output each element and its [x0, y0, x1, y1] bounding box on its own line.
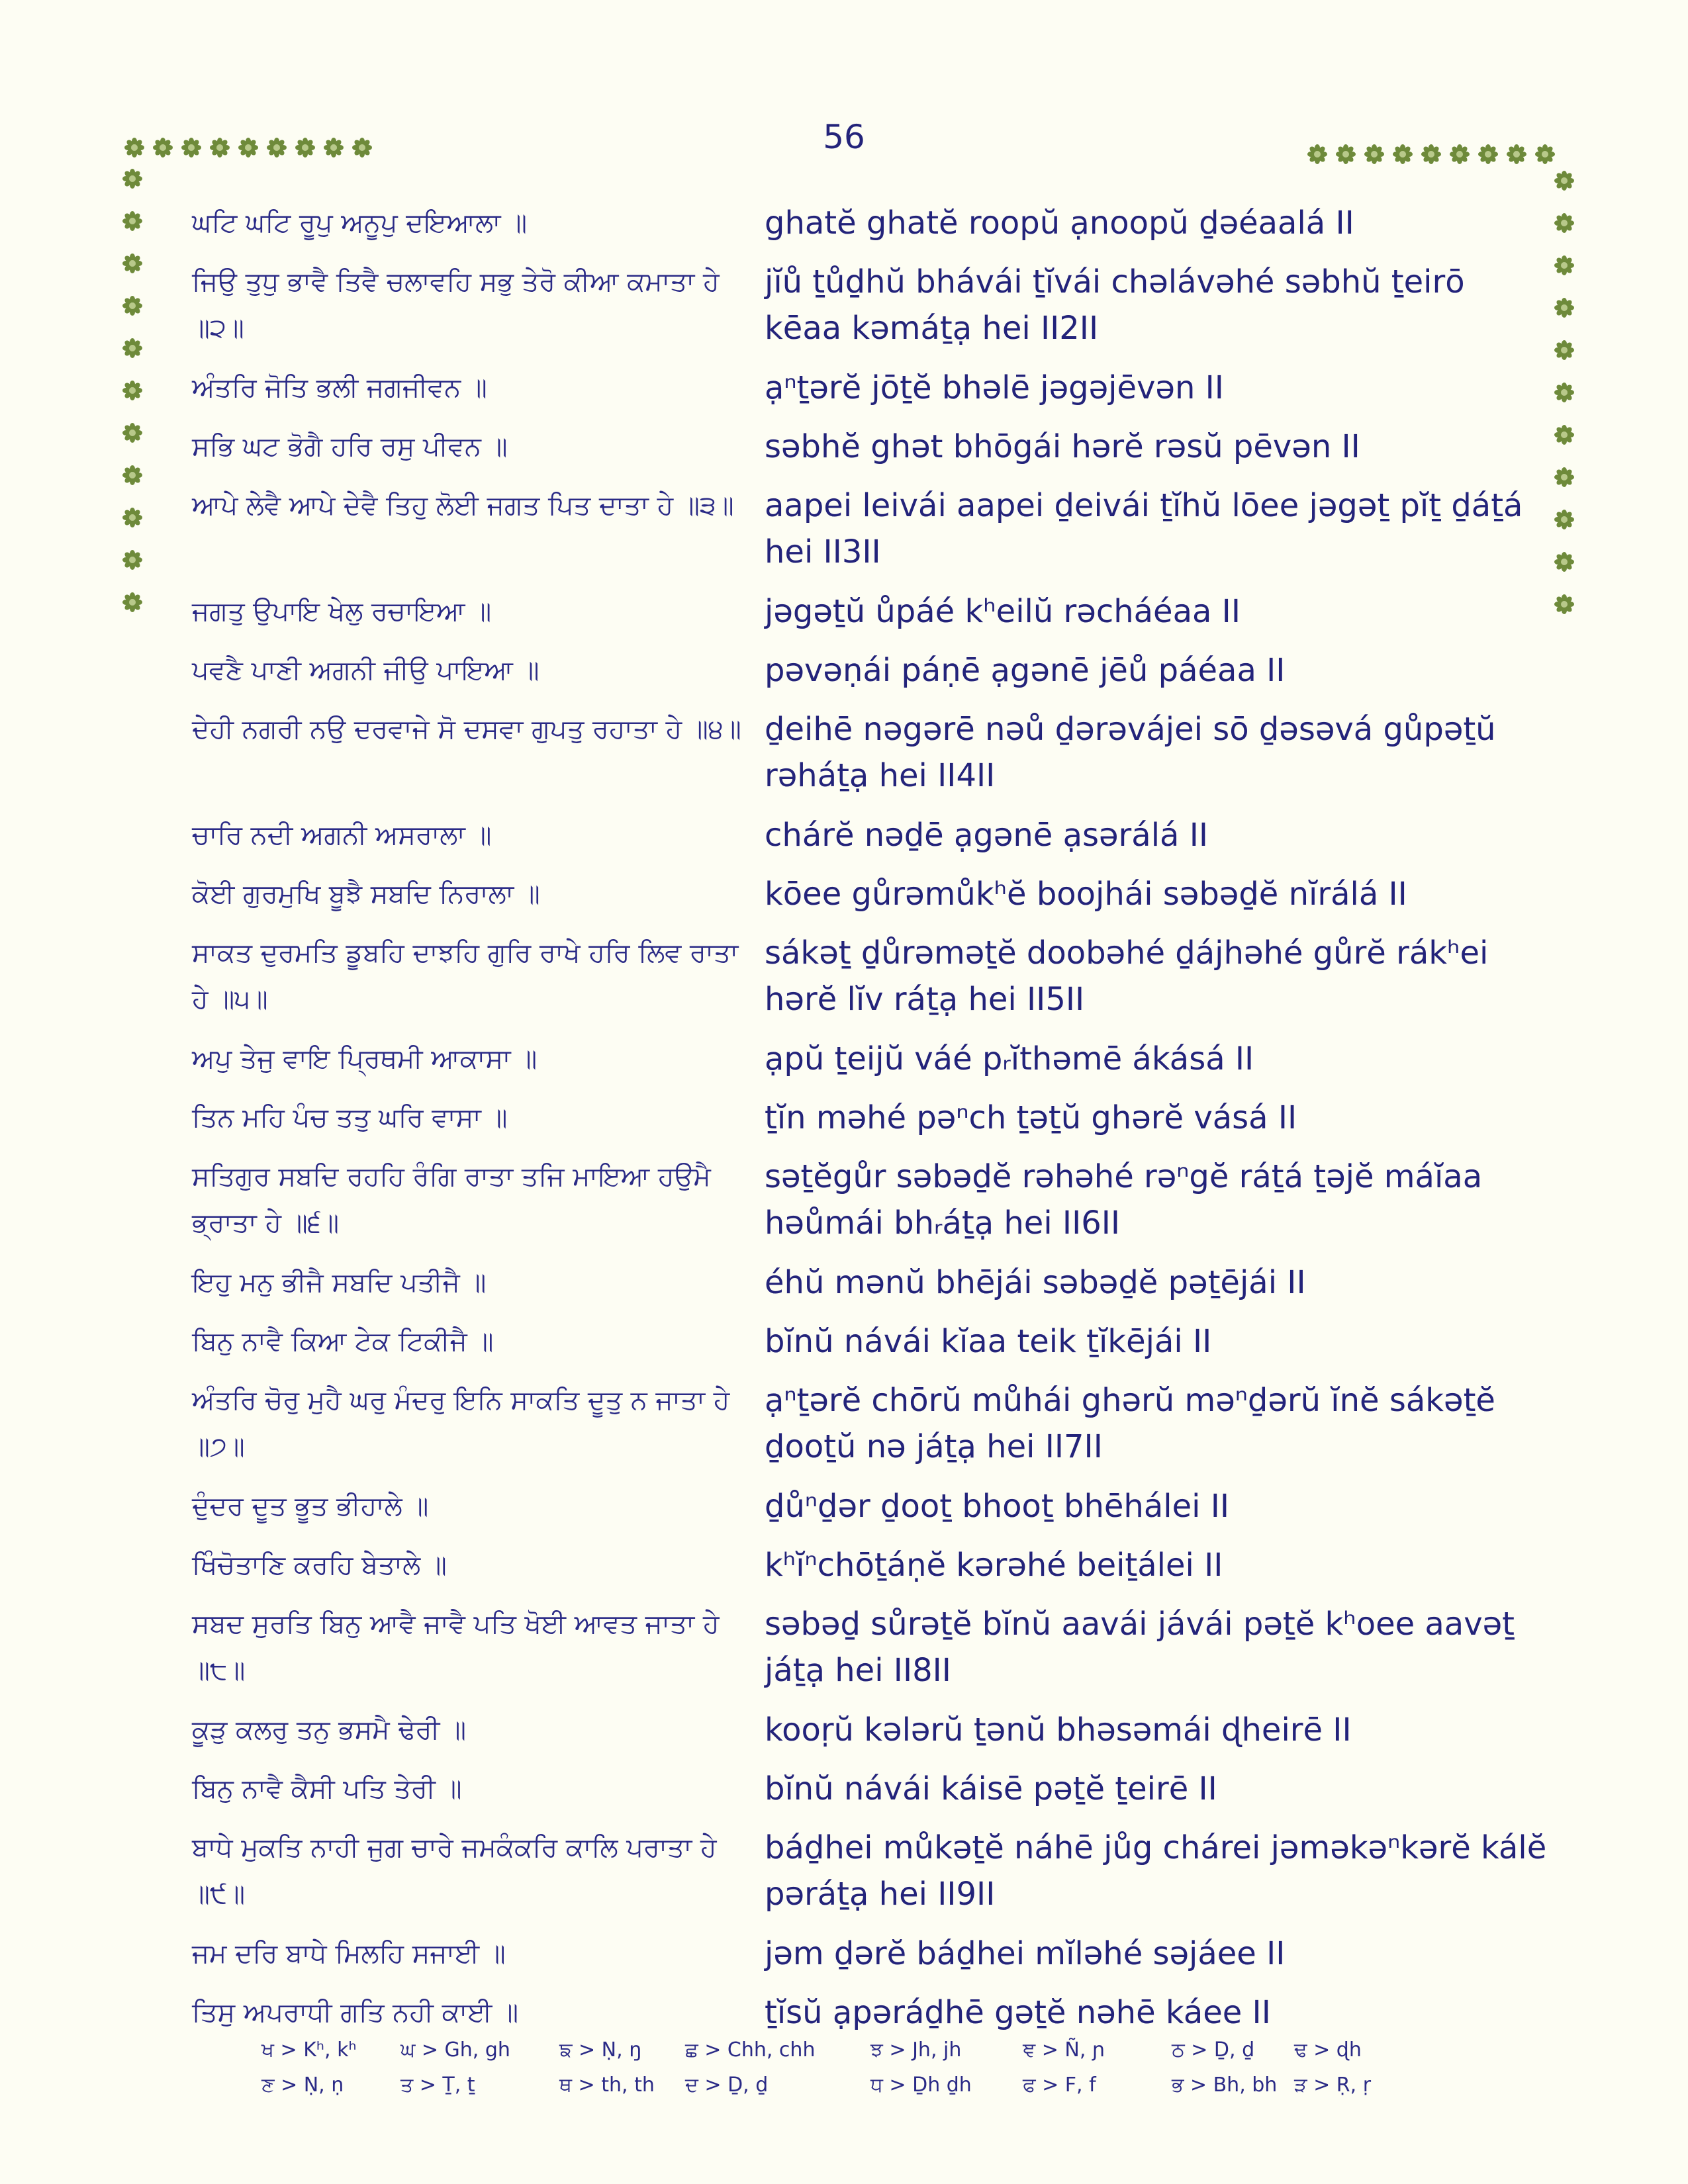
gurmukhi-text: ਸਬਦ ਸੁਰਤਿ ਬਿਨੁ ਆਵੈ ਜਾਵੈ ਪਤਿ ਖੋਈ ਆਵਤ ਜਾਤਾ ਹੇ ॥੮॥	[192, 1609, 720, 1686]
flower-ornament-icon	[1336, 144, 1356, 164]
gurmukhi-text: ਬਿਨੁ ਨਾਵੈ ਕੈਸੀ ਪਤਿ ਤੇਰੀ ॥	[192, 1774, 462, 1804]
transliteration-text	[765, 1825, 1547, 1917]
transliteration-line: ạpŭ ṯeijŭ váé pᵣĭthəmē ákásá II	[765, 1040, 1254, 1077]
key-item: ਖ > Kʰ, kʰ	[261, 2038, 357, 2062]
flower-ornament-icon	[122, 296, 142, 316]
gurmukhi-text: ਤਿਨ ਮਹਿ ਪੰਚ ਤਤੁ ਘਰਿ ਵਾਸਾ ॥	[192, 1103, 508, 1133]
gurmukhi-text: ਆਪੇ ਲੇਵੈ ਆਪੇ ਦੇਵੈ ਤਿਹੁ ਲੋਈ ਜਗਤ ਪਿਤ ਦਾਤਾ ਹੇ ॥੩॥	[192, 490, 734, 521]
flower-ornament-icon	[124, 138, 144, 158]
transliteration-text	[765, 200, 1526, 246]
transliteration-text	[765, 1377, 1526, 1470]
flower-ornament-icon	[238, 138, 258, 158]
transliteration-line: kʰĭⁿchōṯáṇĕ kərəhé beiṯálei II	[765, 1547, 1223, 1584]
gurmukhi-text: ਇਹੁ ਮਨੁ ਭੀਜੈ ਸਬਦਿ ਪਤੀਜੈ ॥	[192, 1267, 487, 1298]
transliteration-line: kooṛŭ kələrŭ ṯənŭ bhəsəmái ɖheirē II	[765, 1711, 1352, 1749]
flower-ornament-icon	[122, 211, 142, 231]
flower-ornament-icon	[324, 138, 344, 158]
transliteration-line: ṯĭsŭ ạpəráḏhē gəṯĕ nəhē káee II	[765, 1994, 1271, 2031]
gurmukhi-text: ਸਾਕਤ ਦੁਰਮਤਿ ਡੂਬਹਿ ਦਾਝਹਿ ਗੁਰਿ ਰਾਖੇ ਹਰਿ ਲਿਵ ਰਾਤਾ ਹੇ ॥੫॥	[192, 938, 739, 1015]
transliteration-line: jĭů ṯůḏhŭ bhávái ṯĭvái chəlávəhé səbhŭ ṯeirō	[765, 263, 1465, 300]
key-item: ਥ > th, th	[559, 2073, 655, 2097]
flower-ornament-icon	[1554, 552, 1574, 572]
flower-ornament-icon	[1554, 467, 1574, 487]
page-number: 56	[823, 118, 865, 156]
transliteration-line: jəm ḏərĕ báḏhei mĭləhé səjáee II	[765, 1935, 1286, 1972]
transliteration-line: hərĕ lĭv ráṯạ hei II5II	[765, 981, 1085, 1018]
transliteration-line: sákəṯ ḏůrəməṯĕ doobəhé ḏájhəhé gůrĕ rákʰei	[765, 934, 1489, 972]
gurmukhi-text: ਅੰਤਰਿ ਜੋਤਿ ਭਲੀ ਜਗਜੀਵਨ ॥	[192, 373, 487, 403]
gurmukhi-text: ਦੁੰਦਰ ਦੂਤ ਭੂਤ ਭੀਹਾਲੇ ॥	[192, 1491, 429, 1522]
gurmukhi-text: ਘਟਿ ਘਟਿ ਰੂਪੁ ਅਨੂਪੁ ਦਇਆਲਾ ॥	[192, 208, 528, 238]
transliteration-text	[765, 1766, 1526, 1812]
key-item: ਣ > Ṇ, ṇ	[261, 2073, 344, 2097]
key-item: ਞ > Ñ, ɲ	[1023, 2038, 1105, 2062]
flower-ornament-icon	[1364, 144, 1384, 164]
transliteration-line: səbəḏ sůrəṯĕ bĭnŭ aavái jávái pəṯĕ kʰoee aavəṯ	[765, 1606, 1515, 1643]
gurmukhi-text: ਤਿਸੁ ਅਪਰਾਧੀ ਗਤਿ ਨਹੀ ਕਾਈ ॥	[192, 1997, 519, 2028]
transliteration-line: éhŭ mənŭ bhējái səbəḏĕ pəṯējái II	[765, 1264, 1306, 1301]
transliteration-text	[765, 1707, 1526, 1753]
flower-ornament-icon	[1535, 144, 1555, 164]
flower-ornament-icon	[1554, 383, 1574, 402]
key-item: ਫ > F, f	[1023, 2073, 1096, 2097]
flower-ornament-icon	[1554, 255, 1574, 275]
transliteration-line: həůmái bhᵣáṯạ hei II6II	[765, 1205, 1121, 1242]
gurmukhi-text: ਕੋਈ ਗੁਰਮੁਖਿ ਬੂਝੈ ਸਬਦਿ ਨਿਰਾਲਾ ॥	[192, 879, 540, 909]
transliteration-text	[765, 1931, 1526, 1977]
transliteration-line: ḏeihē nəgərē nəů ḏərəvájei sō ḏəsəvá gůpəṯŭ	[765, 711, 1496, 748]
flower-ornament-icon	[1507, 144, 1526, 164]
flower-ornament-icon	[122, 253, 142, 273]
flower-ornament-icon	[181, 138, 201, 158]
key-item: ਤ > Ṯ, ṯ	[400, 2073, 475, 2097]
flower-ornament-icon	[352, 138, 372, 158]
key-item: ਛ > Chh, chh	[685, 2038, 816, 2062]
key-item: ਝ > Jh, jh	[870, 2038, 962, 2062]
key-item: ਧ > Ḏh ḏh	[870, 2073, 972, 2097]
gurmukhi-text: ਕੂੜੁ ਕਲਰੁ ਤਨੁ ਭਸਮੈ ਢੇਰੀ ॥	[192, 1715, 467, 1745]
transliteration-text	[765, 1154, 1526, 1246]
flower-ornament-icon	[295, 138, 315, 158]
flower-ornament-icon	[1554, 171, 1574, 191]
flower-ornament-icon	[1307, 144, 1327, 164]
transliteration-line: hei II3II	[765, 533, 881, 570]
transliteration-text	[765, 1483, 1526, 1529]
flower-ornament-icon	[210, 138, 230, 158]
transliteration-line: bĭnŭ návái kĭaa teik ṯĭkējái II	[765, 1323, 1212, 1360]
gurmukhi-text: ਚਾਰਿ ਨਦੀ ਅਗਨੀ ਅਸਰਾਲਾ ॥	[192, 820, 492, 850]
flower-ornament-icon	[122, 423, 142, 443]
transliteration-text	[765, 259, 1526, 351]
transliteration-line: pəráṯạ hei II9II	[765, 1876, 996, 1913]
transliteration-line: kēaa kəmáṯạ hei II2II	[765, 310, 1099, 347]
transliteration-line: chárĕ nəḏē ạgənē ạsərálá II	[765, 817, 1209, 854]
gurmukhi-text: ਬਾਧੇ ਮੁਕਤਿ ਨਾਹੀ ਜੁਗ ਚਾਰੇ ਜਮਕੰਕਰਿ ਕਾਲਿ ਪਰਾਤਾ ਹੇ ॥੯॥	[192, 1833, 717, 1909]
transliteration-text	[765, 1036, 1526, 1082]
flower-ornament-icon	[122, 381, 142, 400]
transliteration-line: ạⁿṯərĕ chōrŭ můhái ghərŭ məⁿḏərŭ ĭnĕ sákəṯĕ	[765, 1382, 1495, 1419]
gurmukhi-text: ਅੰਤਰਿ ਚੋਰੁ ਮੁਹੈ ਘਰੁ ਮੰਦਰੁ ਇਨਿ ਸਾਕਤਿ ਦੂਤੁ ਨ ਜਾਤਾ ਹੇ ॥੭॥	[192, 1385, 730, 1462]
flower-ornament-icon	[1554, 510, 1574, 529]
key-item: ਘ > Gh, gh	[400, 2038, 510, 2062]
flower-ornament-icon	[1393, 144, 1413, 164]
flower-ornament-icon	[1478, 144, 1498, 164]
transliteration-text	[765, 812, 1526, 858]
transliteration-text	[765, 365, 1526, 411]
transliteration-text	[765, 1259, 1526, 1306]
transliteration-line: jəgəṯŭ ůpáé kʰeilŭ rəcháéaa II	[765, 593, 1241, 630]
transliteration-text	[765, 706, 1526, 799]
transliteration-line: kōee gůrəmůkʰĕ boojhái səbəḏĕ nĭrálá II	[765, 876, 1407, 913]
key-item: ਢ > ɖh	[1294, 2038, 1362, 2062]
transliteration-text	[765, 1095, 1526, 1141]
flower-ornament-icon	[153, 138, 173, 158]
gurmukhi-text: ਸਭਿ ਘਟ ਭੋਗੈ ਹਰਿ ਰਸੁ ਪੀਵਨ ॥	[192, 432, 508, 462]
transliteration-line: ạⁿṯərĕ jōṯĕ bhəlē jəgəjēvən II	[765, 369, 1224, 406]
flower-ornament-icon	[1554, 340, 1574, 360]
transliteration-line: səbhĕ ghət bhōgái hərĕ rəsŭ pēvən II	[765, 428, 1360, 465]
flower-ornament-icon	[122, 508, 142, 527]
gurmukhi-text: ਜਿਉ ਤੁਧੁ ਭਾਵੈ ਤਿਵੈ ਚਲਾਵਹਿ ਸਭੁ ਤੇਰੋ ਕੀਆ ਕਮਾਤਾ ਹੇ ॥੨॥	[192, 267, 720, 343]
flower-ornament-icon	[1554, 298, 1574, 318]
flower-ornament-icon	[1554, 594, 1574, 614]
transliteration-line: ḏůⁿḏər ḏooṯ bhooṯ bhēhálei II	[765, 1488, 1230, 1525]
transliteration-text	[765, 1989, 1526, 2036]
transliteration-text	[765, 588, 1526, 635]
transliteration-text	[765, 424, 1526, 470]
flower-ornament-icon	[267, 138, 287, 158]
key-item: ਙ > Ṇ, ŋ	[559, 2038, 642, 2062]
transliteration-text	[765, 930, 1526, 1023]
gurmukhi-text: ਦੇਹੀ ਨਗਰੀ ਨਉ ਦਰਵਾਜੇ ਸੋ ਦਸਵਾ ਗੁਪਤੁ ਰਹਾਤਾ ਹੇ ॥੪॥	[192, 714, 741, 745]
transliteration-text	[765, 1542, 1526, 1588]
flower-ornament-icon	[1450, 144, 1470, 164]
flower-ornament-icon	[1421, 144, 1441, 164]
transliteration-line: báḏhei můkəṯĕ náhē jůg chárei jəməkəⁿkərĕ kálĕ	[765, 1829, 1547, 1866]
transliteration-line: aapei leivái aapei ḏeivái ṯĭhŭ lōee jəgəṯ pĭṯ ḏáṯá	[765, 487, 1523, 524]
gurmukhi-text: ਸਤਿਗੁਰ ਸਬਦਿ ਰਹਹਿ ਰੰਗਿ ਰਾਤਾ ਤਜਿ ਮਾਇਆ ਹਉਮੈ ਭ੍ਰਾਤਾ ਹੇ ॥੬॥	[192, 1161, 711, 1238]
gurmukhi-text: ਜਮ ਦਰਿ ਬਾਧੇ ਮਿਲਹਿ ਸਜਾਈ ॥	[192, 1938, 506, 1969]
flower-ornament-icon	[1554, 213, 1574, 233]
transliteration-text	[765, 482, 1526, 575]
key-item: ਦ > Ḏ, ḏ	[685, 2073, 769, 2097]
transliteration-line: bĭnŭ návái káisē pəṯĕ ṯeirē II	[765, 1770, 1217, 1807]
gurmukhi-text: ਜਗਤੁ ਉਪਾਇ ਖੇਲੁ ਰਚਾਇਆ ॥	[192, 596, 492, 627]
transliteration-text	[765, 647, 1526, 694]
flower-ornament-icon	[122, 550, 142, 570]
flower-ornament-icon	[122, 592, 142, 612]
transliteration-line: jáṯạ hei II8II	[765, 1652, 951, 1689]
transliteration-line: ghatĕ ghatĕ roopŭ ạnoopŭ ḏəéaalá II	[765, 205, 1354, 242]
transliteration-line: pəvəṇái páṇē ạgənē jēů páéaa II	[765, 652, 1286, 689]
gurmukhi-text: ਖਿੰਚੋਤਾਣਿ ਕਰਹਿ ਬੇਤਾਲੇ ॥	[192, 1550, 447, 1580]
gurmukhi-text: ਅਪੁ ਤੇਜੁ ਵਾਇ ਪ੍ਰਿਥਮੀ ਆਕਾਸਾ ॥	[192, 1044, 538, 1074]
flower-ornament-icon	[122, 338, 142, 358]
transliteration-line: ḏooṯŭ nə jáṯạ hei II7II	[765, 1428, 1103, 1465]
flower-ornament-icon	[122, 465, 142, 485]
transliteration-text	[765, 1601, 1526, 1694]
transliteration-line: ṯĭn məhé pəⁿch ṯəṯŭ ghərĕ vásá II	[765, 1099, 1297, 1136]
gurmukhi-text: ਬਿਨੁ ਨਾਵੈ ਕਿਆ ਟੇਕ ਟਿਕੀਜੈ ॥	[192, 1326, 494, 1357]
transliteration-line: səṯĕgůr səbəḏĕ rəhəhé rəⁿgĕ ráṯá ṯəjĕ máĭaa	[765, 1158, 1483, 1195]
key-item: ਠ > Ḏ, ḏ	[1172, 2038, 1255, 2062]
key-item: ੜ > Ṛ, ṛ	[1294, 2073, 1372, 2097]
flower-ornament-icon	[1554, 425, 1574, 445]
transliteration-line: rəháṯạ hei II4II	[765, 757, 996, 794]
gurmukhi-text: ਪਵਣੈ ਪਾਣੀ ਅਗਨੀ ਜੀਉ ਪਾਇਆ ॥	[192, 655, 539, 686]
flower-ornament-icon	[122, 169, 142, 189]
transliteration-text	[765, 871, 1526, 917]
key-item: ਭ > Bh, bh	[1172, 2073, 1278, 2097]
transliteration-text	[765, 1318, 1526, 1365]
